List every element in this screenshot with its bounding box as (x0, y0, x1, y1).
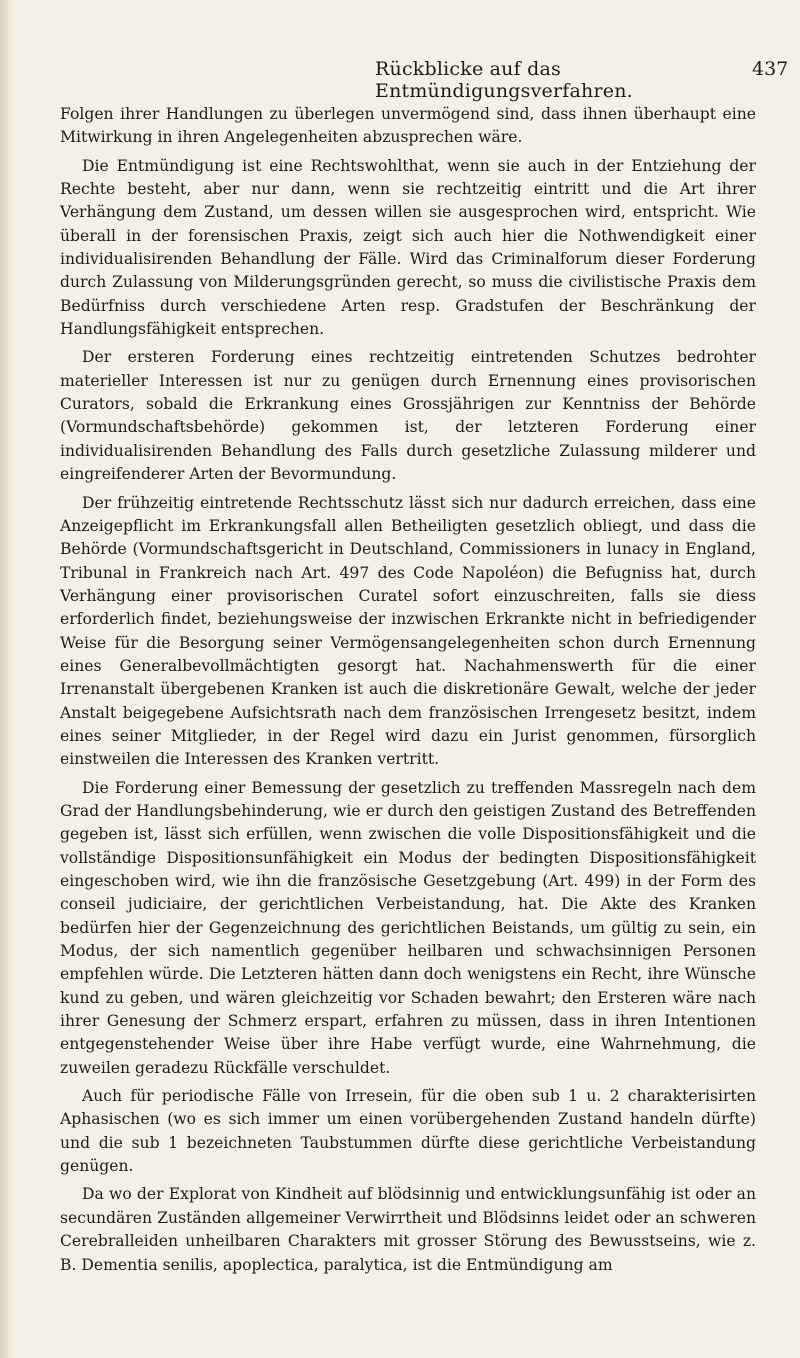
paragraph: Der ersteren Forderung eines rechtzeitig eintretenden Schutzes bedrohter materieller Interessen ist nur zu genügen durch Ernennung eines provisorischen Curators, sobald die Erkrankung eines Grossjährigen zur Kenntniss der Behörde (Vormundschaftsbehörde) gekommen ist, der letzteren Forderung einer individualisirenden Behandlung des Falls durch gesetzliche Zulassung milderer und eingreifenderer Arten der Bevormundung. (60, 348, 756, 484)
paragraph: Der frühzeitig eintretende Rechtsschutz lässt sich nur dadurch erreichen, dass eine Anzeigepflicht im Erkrankungsfall allen Betheiligten gesetzlich obliegt, und dass die Behörde (Vormundschaftsgericht in Deutschland, Commissioners in lunacy in England, Tribunal in Frankreich nach Art. 497 des Code Napoléon) die Befugniss hat, durch Verhängung einer provisorischen Curatel sofort einzuschreiten, falls sie diess erforderlich findet, beziehungsweise der inzwischen Erkrankte nicht in befriedigender Weise für die Besorgung seiner Vermögensangelegenheiten schon durch Ernennung eines Generalbevollmächtigten gesorgt hat. Nachahmenswerth für die einer Irrenanstalt übergebenen Kranken ist auch die diskretionäre Gewalt, welche der jeder Anstalt beigegebene Aufsichtsrath nach dem französischen Irrengesetz besitzt, indem eines seiner Mitglieder, in der Regel wird dazu ein Jurist genommen, fürsorglich einstweilen die Interessen des Kranken vertritt. (60, 493, 756, 769)
page-header (0, 58, 800, 102)
paragraph: Die Entmündigung ist eine Rechtswohlthat, wenn sie auch in der Entziehung der Rechte besteht, aber nur dann, wenn sie rechtzeitig eintritt und die Art ihrer Verhängung dem Zustand, um dessen willen sie ausgesprochen wird, entspricht. Wie überall in der forensischen Praxis, zeigt sich auch hier die Nothwendigkeit einer individualisirenden Behandlung der Fälle. Wird das Criminalforum dieser Forderung durch Zulassung von Milderungsgründen gerecht, so muss die civilistische Praxis dem Bedürfniss durch verschiedene Arten resp. Gradstufen der Beschränkung der Handlungsfähigkeit entsprechen. (60, 156, 756, 339)
paragraph: Auch für periodische Fälle von Irresein, für die oben sub 1 u. 2 charakterisirten Aphasischen (wo es sich immer um einen vorübergehenden Zustand handeln dürfte) und die sub 1 bezeichneten Taubstummen dürfte diese gerichtliche Verbeistandung genügen. (60, 1087, 756, 1176)
page-number: 437 (752, 58, 789, 80)
paragraph: Die Forderung einer Bemessung der gesetzlich zu treffenden Massregeln nach dem Grad der Handlungsbehinderung, wie er durch den geistigen Zustand des Betreffenden gegeben ist, lässt sich erfüllen, wenn zwischen die volle Dispositionsfähigkeit und die vollständige Dispositionsunfähigkeit ein Modus der bedingten Dispositionsfähigkeit eingeschoben wird, wie ihn die französische Gesetzgebung (Art. 499) in der Form des conseil judiciaire, der gerichtlichen Verbeistandung, hat. Die Akte des Kranken bedürfen hier der Gegenzeichnung des gerichtlichen Beistands, um gültig zu sein, ein Modus, der sich namentlich gegenüber heilbaren und schwachsinnigen Personen empfehlen würde. Die Letzteren hätten dann doch wenigstens ein Recht, ihre Wünsche kund zu geben, und wären gleichzeitig vor Schaden bewahrt; den Ersteren wäre nach ihrer Genesung der Schmerz erspart, erfahren zu müssen, dass in ihren Intentionen entgegenstehender Weise über ihre Habe verfügt wurde, eine Wahrnehmung, die zuweilen geradezu Rückfälle verschuldet. (60, 778, 756, 1077)
running-title: Rückblicke auf das Entmündigungsverfahren. (375, 58, 633, 102)
paragraph: Da wo der Explorat von Kindheit auf blödsinnig und entwicklungsunfähig ist oder an secundären Zuständen allgemeiner Verwirrtheit und Blödsinns leidet oder an schweren Cerebralleiden unheilbaren Charakters mit grosser Störung des Bewusstseins, wie z. B. Dementia senilis, apoplectica, paralytica, ist die Entmündigung am (60, 1185, 756, 1274)
page-gutter-shadow (0, 0, 14, 1358)
page-body (60, 103, 756, 1277)
paragraph: Folgen ihrer Handlungen zu überlegen unvermögend sind, dass ihnen überhaupt eine Mitwirkung in ihren Angelegenheiten abzusprechen wäre. (60, 105, 756, 147)
